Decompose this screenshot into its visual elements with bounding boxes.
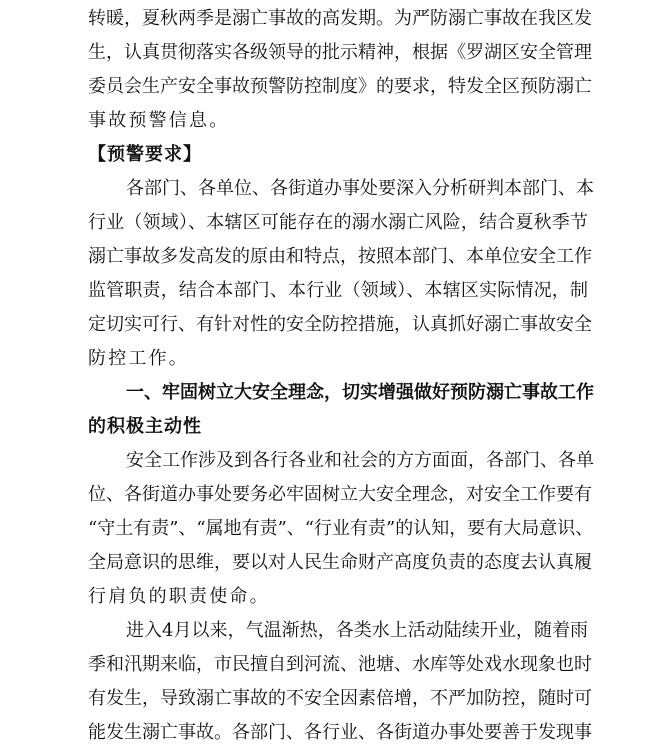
para3-line-1: 进入4月以来，气温渐热，各类水上活动陆续开业，随着雨 [126, 620, 588, 641]
intro-line-1: 转暖，夏秋两季是溺亡事故的高发期。为严防溺亡事故在我区发 [88, 8, 592, 29]
para2-line-1: 安全工作涉及到各行各业和社会的方方面面，各部门、各单 [126, 450, 594, 471]
para1-line-6: 防控工作。 [88, 348, 189, 369]
para1-line-3: 溺亡事故多发高发的原由和特点，按照本部门、本单位安全工作 [88, 246, 592, 267]
para1-line-1: 各部门、各单位、各街道办事处要深入分析研判本部门、本 [126, 178, 594, 199]
para2-line-3: “守土有责”、“属地有责”、“行业有责”的认知，要有大局意识、 [88, 518, 594, 539]
para3-line-2: 季和汛期来临，市民擅自到河流、池塘、水库等处戏水现象也时 [88, 654, 592, 675]
para2-line-5: 行肩负的职责使命。 [88, 586, 270, 607]
section-heading: 【预警要求】 [88, 144, 202, 165]
para2-line-2: 位、各街道办事处要务必牢固树立大安全理念，对安全工作要有 [88, 484, 592, 505]
para1-line-4: 监管职责，结合本部门、本行业（领域）、本辖区实际情况，制 [88, 280, 588, 301]
heading1-line-1: 一、牢固树立大安全理念，切实增强做好预防溺亡事故工作 [126, 382, 594, 403]
para3-line-3: 有发生，导致溺亡事故的不安全因素倍增，不严加防控，随时可 [88, 688, 592, 709]
para3-line-4: 能发生溺亡事故。各部门、各行业、各街道办事处要善于发现事 [88, 722, 592, 743]
intro-line-2: 生，认真贯彻落实各级领导的批示精神，根据《罗湖区安全管理 [88, 42, 592, 63]
para2-line-4: 全局意识的思维，要以对人民生命财产高度负责的态度去认真履 [88, 552, 592, 573]
para1-line-2: 行业（领域）、本辖区可能存在的溺水溺亡风险，结合夏秋季节 [88, 212, 588, 233]
intro-line-3: 委员会生产安全事故预警防控制度》的要求，特发全区预防溺亡 [88, 76, 592, 97]
heading1-line-2: 的积极主动性 [88, 416, 202, 437]
intro-line-4: 事故预警信息。 [88, 110, 230, 131]
para1-line-5: 定切实可行、有针对性的安全防控措施，认真抓好溺亡事故安全 [88, 314, 592, 335]
